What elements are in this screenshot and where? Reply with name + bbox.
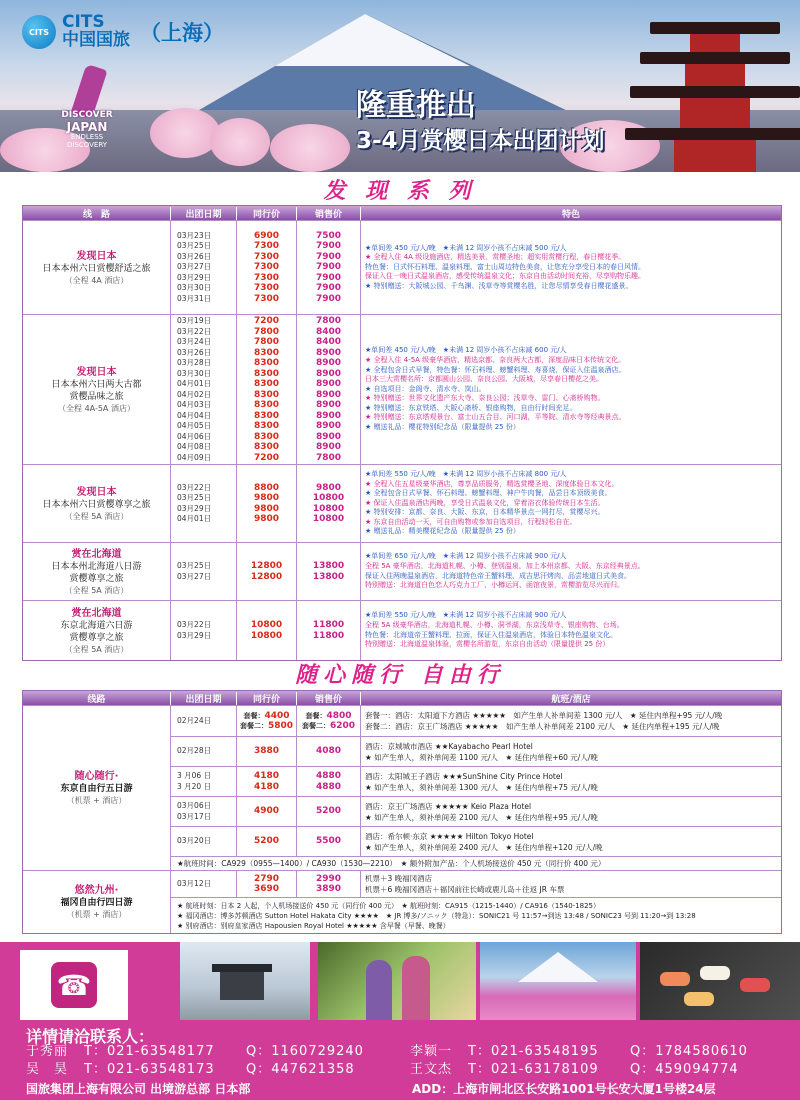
depart-date: 03月29日 <box>177 503 212 513</box>
col-header-features: 特色 <box>561 209 580 220</box>
trade-price: 7300 <box>253 241 280 252</box>
date-cell <box>171 221 237 314</box>
fukuoka-note: ★ 别府酒店：别府皇家酒店 Hapousien Royal Hotel ★★★★★ 含早餐（早餐、晚餐） <box>177 921 450 930</box>
route-sub: 东京自由行五日游 <box>60 784 133 794</box>
depart-date: 03月27日 <box>177 262 212 272</box>
depart-date: 03月06日 <box>177 801 212 810</box>
cherry-blossom-shape <box>150 108 220 158</box>
contact-name: 李颖一 <box>410 1044 453 1059</box>
feature-note: 特别赠送：北海道白色恋人巧克力工厂、小樽运河、函馆夜景，赏樱游览尽兴而归。 <box>365 581 624 590</box>
sale-price: 8900 <box>315 389 342 400</box>
sale-price: 4080 <box>315 746 342 757</box>
table-row <box>23 464 781 542</box>
feature-note: ★单间差 450 元/人/晚 ★未满 12 周岁小孩不占床减 600 元/人 <box>365 346 567 355</box>
badge-big-text: JAPAN <box>66 120 108 134</box>
logo-cn: 中国国旅 <box>62 30 130 50</box>
sushi-photo <box>640 942 800 1020</box>
contact-name: 吴 昊 <box>26 1062 69 1077</box>
table-row <box>171 766 781 796</box>
sale-price: 13800 <box>312 571 345 582</box>
sale-price-cell <box>297 601 361 660</box>
depart-date: 03月22日 <box>177 326 212 336</box>
sale-price: 7900 <box>315 251 342 262</box>
sale-price: 8900 <box>315 410 342 421</box>
logo-en: CITS <box>62 12 105 32</box>
company-address: ADD：上海市闸北区长安路1001号长安大厦1号楼24层 <box>412 1082 716 1096</box>
depart-date: 02月24日 <box>177 715 212 725</box>
depart-date: 04月09日 <box>177 452 212 462</box>
feature-note: ★ 特别赠送：东京铁塔、大阪心斋桥、银座购物，自由行时间充足。 <box>365 403 577 412</box>
feature-note: ★ 保证入住温泉酒店两晚，享受日式温泉文化，穿着浴衣体验传统日本生活。 <box>365 498 605 507</box>
depart-date: 03月28日 <box>177 358 212 367</box>
depart-date: 03月31日 <box>177 293 212 303</box>
trade-price: 3690 <box>253 884 280 894</box>
depart-date: 3 月20 日 <box>177 781 212 791</box>
trade-price: 12800 <box>250 571 283 582</box>
discover-series-table <box>22 205 782 661</box>
route-cell <box>23 465 171 542</box>
table-header <box>23 206 781 220</box>
table-header <box>23 691 781 705</box>
package-note: 机票＋3 晚福冈酒店 <box>365 874 433 883</box>
pagoda-illustration <box>630 0 800 172</box>
sale-price: 13800 <box>312 561 345 571</box>
sale-price: 9800 <box>315 482 342 493</box>
route-level: （全程 4A-5A 酒店） <box>58 403 135 413</box>
trade-price: 7200 <box>253 316 280 326</box>
route-level: （全程 5A 酒店） <box>64 511 129 521</box>
trade-price: 8300 <box>253 410 280 421</box>
col-header-date: 出团日期 <box>171 207 237 220</box>
sale-price: 8900 <box>315 379 342 389</box>
table-row <box>171 826 781 856</box>
depart-date: 04月06日 <box>177 431 212 441</box>
sale-price: 7900 <box>315 283 342 294</box>
cherry-blossom-shape <box>270 124 350 172</box>
logo-city: （上海） <box>140 21 224 45</box>
sale-price: 4880 <box>315 771 342 781</box>
sale-price: 7900 <box>315 262 342 273</box>
badge-small-text: DISCOVER <box>61 110 113 120</box>
cits-logo <box>22 14 224 50</box>
col-header-sale-price: 销售价 <box>297 692 361 705</box>
route-name: 发现日本 <box>76 486 117 498</box>
section-title-free: 随心随行 自由行 <box>295 663 505 688</box>
trade-price: 9800 <box>253 493 280 503</box>
mount-fuji-snowcap <box>275 14 470 66</box>
badge-tag-text: ENDLESS DISCOVERY <box>66 133 108 149</box>
depart-date: 3 月06 日 <box>177 771 212 780</box>
depart-date: 03月30日 <box>177 283 212 293</box>
table-row <box>171 736 781 766</box>
trade-price: 套餐：4400 <box>243 710 290 721</box>
phone-card <box>20 950 128 1020</box>
trade-price: 7300 <box>253 262 280 273</box>
route-level: （全程 5A 酒店） <box>64 585 129 595</box>
trade-price: 8300 <box>253 421 280 431</box>
feature-note: 特色餐：北海道帝王蟹料理、拉面，保证入住温泉酒店，体验日本特色温泉文化。 <box>365 630 617 639</box>
depart-date: 04月01日 <box>177 379 212 388</box>
sale-price: 4880 <box>315 781 342 792</box>
depart-date: 03月22日 <box>177 620 212 629</box>
sale-price: 11800 <box>312 630 345 641</box>
sale-price: 8400 <box>315 337 342 347</box>
trade-price: 7800 <box>253 326 280 337</box>
sale-price: 8900 <box>315 431 342 442</box>
col-header-route: 线路 <box>23 692 171 705</box>
hotel-note: 酒店：京王广场酒店 ★★★★★ Keio Plaza Hotel <box>365 801 532 811</box>
depart-date: 03月25日 <box>177 493 212 502</box>
features-cell <box>361 543 781 600</box>
sale-price: 7500 <box>315 230 342 241</box>
trade-price: 8300 <box>253 347 280 358</box>
contact-phone[interactable]: T：021-63548195 <box>468 1044 599 1059</box>
feature-note: ★ 特别赠送：世界文化遗产东大寺、奈良公园；浅草寺、雷门、心斋桥购物。 <box>365 394 605 403</box>
contact-footer <box>0 942 800 1100</box>
feature-note: ★单间差 450 元/人/晚 ★未满 12 周岁小孩不占床减 500 元/人 <box>365 243 567 252</box>
sale-price: 8400 <box>315 326 342 337</box>
date-cell <box>171 315 237 464</box>
depart-date: 03月29日 <box>177 630 212 640</box>
route-sub: 日本本州六日赏樱舒适之旅 <box>42 263 151 274</box>
trade-price: 9800 <box>253 503 280 514</box>
feature-note: 全程 5A 级豪华酒店，北海道札幌、小樽、洞爷湖，东京浅草寺、银座购物、台场。 <box>365 620 624 629</box>
depart-date: 02月28日 <box>177 746 212 756</box>
date-cell <box>171 465 237 542</box>
col-header-hotel: 航班/酒店 <box>551 694 591 705</box>
kimono-photo <box>318 942 476 1020</box>
route-sub: 福冈自由行四日游 <box>60 898 133 908</box>
route-sub: 赏樱尊享之旅 <box>69 632 124 643</box>
feature-note: ★ 全程入住五星级豪华酒店，尊享品质服务，精选赏樱圣地、深度体验日本文化。 <box>365 479 619 488</box>
route-cell <box>23 871 171 933</box>
feature-note: ★ 赠送礼品：樱花特别纪念品（限量提供 25 份） <box>365 423 520 432</box>
sale-price-cell <box>297 465 361 542</box>
trade-price: 8300 <box>253 400 280 410</box>
trade-price: 2790 <box>253 873 280 884</box>
fukuoka-note: ★ 福冈酒店：博多苏顿酒店 Sutton Hotel Hakata City ★★★★ ★ JR 博多/ソニック（特急）：SONIC21 号 11:57→到达 13:48 / SONIC23 号到 11:20→到 13:28 <box>177 911 696 920</box>
contact-qq[interactable]: Q：459094774 <box>630 1062 739 1077</box>
trade-price: 12800 <box>250 561 283 571</box>
sale-price-cell <box>297 543 361 600</box>
route-name: 赏在北海道 <box>71 548 122 560</box>
route-name: 发现日本 <box>76 366 117 378</box>
package-note: 机票＋6 晚福冈酒店＋福冈前往长崎或鹿儿岛＋往返 JR 车票 <box>365 885 565 894</box>
flight-info-row <box>171 856 781 870</box>
route-name: 赏在北海道 <box>71 607 122 619</box>
feature-note: 全程 5A 豪华酒店，北海道札幌、小樽、登别温泉，加上本州京都、大阪、东京经典景点。 <box>365 561 645 570</box>
feature-note: ★ 赠送礼品：精美樱花纪念品（限量提供 25 份） <box>365 527 520 536</box>
trade-price-cell <box>237 465 297 542</box>
depart-date: 04月08日 <box>177 442 212 451</box>
route-cell <box>23 221 171 314</box>
contact-qq[interactable]: Q：1784580610 <box>630 1044 748 1059</box>
table-row <box>171 796 781 826</box>
table-row <box>23 600 781 660</box>
feature-note: ★单间差 550 元/人/晚 ★未满 12 周岁小孩不占床减 800 元/人 <box>365 469 567 478</box>
depart-date: 03月26日 <box>177 347 212 357</box>
trade-price: 5200 <box>253 836 280 847</box>
depart-date: 04月02日 <box>177 389 212 399</box>
sale-price: 7900 <box>315 293 342 304</box>
depart-date: 03月23日 <box>177 230 212 240</box>
route-cell <box>23 315 171 464</box>
trade-price: 7300 <box>253 272 280 283</box>
route-cell <box>23 601 171 660</box>
sale-price: 7800 <box>315 316 342 326</box>
contact-qq[interactable]: Q：447621358 <box>246 1062 355 1077</box>
sale-price: 10800 <box>312 493 345 503</box>
table-row <box>171 871 781 897</box>
depart-date: 04月04日 <box>177 410 212 420</box>
features-cell <box>361 221 781 314</box>
route-sub: 赏樱尊享之旅 <box>69 573 124 584</box>
contact-name: 王文杰 <box>410 1062 453 1077</box>
depart-date: 03月22日 <box>177 482 212 492</box>
feature-note: ★单间差 650 元/人/晚 ★未满 12 周岁小孩不占床减 900 元/人 <box>365 552 567 561</box>
headline-sub: 3-4月赏樱日本出团计划 <box>356 128 605 154</box>
trade-price: 7800 <box>253 337 280 347</box>
company-name: 国旅集团上海有限公司 出境游总部 日本部 <box>26 1082 251 1096</box>
feature-note: 保证入住一晚日式温泉酒店，感受传统温泉文化；东京自由活动时间充裕，尽享购物乐趣。 <box>365 272 645 281</box>
trade-price-cell <box>237 543 297 600</box>
trade-price: 10800 <box>250 630 283 641</box>
depart-date: 03月26日 <box>177 251 212 261</box>
contact-phone[interactable]: T：021-63178109 <box>468 1062 599 1077</box>
route-level: （全程 4A 酒店） <box>64 275 129 285</box>
trade-price: 9800 <box>253 514 280 524</box>
trade-price: 3880 <box>253 746 280 757</box>
headline-main: 隆重推出 <box>356 88 476 123</box>
feature-note: ★ 东京自由活动一天，可自由购物或参加自选项目，行程轻松自在。 <box>365 517 577 526</box>
depart-date: 03月27日 <box>177 571 212 581</box>
sale-price: 8900 <box>315 442 342 452</box>
depart-date: 03月17日 <box>177 811 212 821</box>
table-row <box>23 542 781 600</box>
trade-price: 4180 <box>253 781 280 792</box>
sale-price: 2990 <box>315 873 342 884</box>
trade-price: 4900 <box>253 806 280 817</box>
feature-note: ★单间差 550 元/人/晚 ★未满 12 周岁小孩不占床减 900 元/人 <box>365 611 567 620</box>
route-cell <box>23 706 171 870</box>
col-header-trade-price: 同行价 <box>237 207 297 220</box>
depart-date: 04月01日 <box>177 514 212 523</box>
section-title-discover: 发 现 系 列 <box>323 179 477 204</box>
trade-price-cell <box>237 601 297 660</box>
trade-price: 8300 <box>253 358 280 368</box>
hotel-note: 套餐一：酒店：太阳道下方酒店 ★★★★★ 如产生单人补单间差 1300 元/人 ★ 延住内单程+95 元/人/晚 <box>365 711 723 720</box>
trade-price: 8300 <box>253 431 280 442</box>
hotel-note: ★ 如产生单人，须补单间差 2400 元/人 ★ 延住内单程+120 元/人/晚 <box>365 842 603 852</box>
sale-price: 10800 <box>312 503 345 514</box>
telephone-icon: ☎ <box>51 962 97 1008</box>
col-header-sale-price: 销售价 <box>297 207 361 220</box>
fukuoka-group <box>23 870 781 933</box>
route-sub: 赏樱品味之旅 <box>69 391 124 402</box>
depart-date: 03月20日 <box>177 836 212 846</box>
route-name: 随心随行· <box>74 771 119 782</box>
hotel-note: ★ 如产生单人，须补单间差 2100 元/人 ★ 延住内单程+95 元/人/晚 <box>365 812 598 822</box>
castle-photo <box>180 942 310 1020</box>
cits-globe-icon: CITS <box>22 15 56 49</box>
route-name: 悠然九州· <box>74 885 119 896</box>
sale-price: 3890 <box>315 884 342 894</box>
fukuoka-note: ★ 航班时刻：日本 2 人起，个人机场接送价 450 元（同行价 400 元） ★ 航班时刻：CA915（1215-1440）/ CA916（1540-1825） <box>177 901 600 910</box>
depart-date: 03月25日 <box>177 561 212 570</box>
fuji-shibazakura-photo <box>480 942 636 1020</box>
sale-price: 套餐：4800 <box>305 710 352 721</box>
trade-price: 7300 <box>253 293 280 304</box>
feature-note: ★ 特别赠送：东京塔观景台、富士山五合目、河口湖，平等院、清水寺等经典景点。 <box>365 413 626 422</box>
hotel-note: ★ 如产生单人，须补单间差 1100 元/人 ★ 延住内单程+60 元/人/晚 <box>365 752 598 762</box>
trade-price-cell <box>237 315 297 464</box>
trade-price-cell <box>237 221 297 314</box>
depart-date: 04月05日 <box>177 421 212 430</box>
trade-price: 7300 <box>253 251 280 262</box>
route-level: （机票 + 酒店） <box>66 796 127 805</box>
hotel-note: 酒店：太阳城王子酒店 ★★★SunShine City Prince Hotel <box>365 771 563 781</box>
sale-price-cell <box>297 221 361 314</box>
route-sub: 日本本州北海道八日游 <box>51 561 142 572</box>
sale-price: 8900 <box>315 421 342 431</box>
feature-note: ★ 特别赠送：大阪城公园、千鸟渊、浅草寺等赏樱名胜，让您尽情享受春日樱花盛景。 <box>365 281 633 290</box>
hotel-note: 酒店：京城城市酒店 ★★Kayabacho Pearl Hotel <box>365 741 533 751</box>
depart-date: 03月19日 <box>177 316 212 325</box>
col-header-route: 线 路 <box>23 207 171 220</box>
table-row <box>23 220 781 314</box>
contact-phone[interactable]: T：021-63548177 <box>84 1044 215 1059</box>
route-cell <box>23 543 171 600</box>
route-level: （全程 5A 酒店） <box>64 644 129 654</box>
hotel-note: 酒店：希尔顿·东京 ★★★★★ Hilton Tokyo Hotel <box>365 831 534 841</box>
feature-note: ★ 特别安排：京都、奈良、大阪、东京，日本精华景点一网打尽，赏樱尽兴。 <box>365 508 605 517</box>
sale-price: 11800 <box>312 620 345 630</box>
contact-phone[interactable]: T：021-63548173 <box>84 1062 215 1077</box>
date-cell <box>171 601 237 660</box>
contact-name: 于秀丽 <box>26 1044 69 1059</box>
table-row <box>23 314 781 464</box>
trade-price: 套餐二：5800 <box>239 721 294 731</box>
route-level: （机票 + 酒店） <box>66 910 127 919</box>
trade-price: 8300 <box>253 442 280 452</box>
cherry-blossom-shape <box>210 118 270 166</box>
contact-qq[interactable]: Q：1160729240 <box>246 1044 364 1059</box>
route-sub: 日本本州六日两大古都 <box>51 379 142 390</box>
free-travel-table <box>22 690 782 934</box>
hotel-note: ★ 如产生单人，须补单间差 1300 元/人 ★ 延住内单程+75 元/人/晚 <box>365 782 598 792</box>
feature-note: 保证入住两晚温泉酒店，北海道特色帝王蟹料理、成吉思汗烤肉，品尝地道日式美食。 <box>365 571 631 580</box>
depart-date: 03月25日 <box>177 241 212 251</box>
trade-price: 7300 <box>253 283 280 294</box>
sale-price: 7900 <box>315 272 342 283</box>
header-banner <box>0 0 800 172</box>
sale-price-cell <box>297 315 361 464</box>
trade-price: 6900 <box>253 230 280 241</box>
col-header-date: 出团日期 <box>171 692 237 705</box>
sale-price: 8900 <box>315 347 342 358</box>
features-cell <box>361 601 781 660</box>
route-sub: 日本本州六日赏樱尊享之旅 <box>42 499 151 510</box>
feature-note: 日本三大赏樱名所：京都圆山公园、奈良公园、大阪城，尽享春日樱花之美。 <box>365 375 603 384</box>
route-sub: 东京北海道六日游 <box>60 620 133 631</box>
sale-price: 10800 <box>312 514 345 524</box>
feature-note: ★ 全程包含日式早餐、怀石料理、螃蟹料理、神户牛肉餐，品尝日本顶级美食。 <box>365 489 612 498</box>
discover-japan-badge <box>52 66 122 149</box>
depart-date: 03月30日 <box>177 368 212 378</box>
depart-date: 04月03日 <box>177 400 212 409</box>
feature-note: 特别赠送：北海道温泉体验，赏樱名所游览，东京自由活动（限量提供 25 份） <box>365 640 610 649</box>
sale-price: 套餐二：6200 <box>301 721 356 731</box>
flight-note: ★航班时间：CA929（0955—1400）/ CA930（1530—2210） ★ 额外附加产品：个人机场接送价 450 元（同行价 400 元） <box>177 859 606 868</box>
trade-price: 8300 <box>253 368 280 379</box>
trade-price: 10800 <box>250 620 283 630</box>
trade-price: 4180 <box>253 771 280 781</box>
feature-note: ★ 全程入住 4A 级设施酒店，精选美景、赏樱圣地；超实用赏樱行程，春日樱花季。 <box>365 253 626 262</box>
features-cell <box>361 465 781 542</box>
feature-note: ★ 全程入住 4-5A 级豪华酒店，精选京都、奈良两大古都，深度品味日本传统文化。 <box>365 355 626 364</box>
table-row <box>171 706 781 736</box>
col-header-trade-price: 同行价 <box>237 692 297 705</box>
depart-date: 03月12日 <box>177 878 212 888</box>
trade-price: 8800 <box>253 482 280 493</box>
feature-note: ★ 自选项目：金阁寺、清水寺、岚山。 <box>365 384 486 393</box>
hotel-note: 套餐二：酒店：京王广场酒店 ★★★★★ 如产生单人补单间差 2100 元/人 ★ 延住内单程+195 元/人/晚 <box>365 722 720 731</box>
tokyo-group <box>23 705 781 870</box>
sale-price: 8900 <box>315 358 342 368</box>
sale-price: 8900 <box>315 400 342 410</box>
sale-price: 7800 <box>315 452 342 463</box>
trade-price: 8300 <box>253 379 280 389</box>
feature-note: 特色餐：日式怀石料理、温泉料理、富士山周边特色美食，让您充分享受日本的春日风情。 <box>365 262 645 271</box>
trade-price: 7200 <box>253 452 280 463</box>
sale-price: 5500 <box>315 836 342 847</box>
trade-price: 8300 <box>253 389 280 400</box>
sale-price: 5200 <box>315 806 342 817</box>
depart-date: 03月29日 <box>177 272 212 282</box>
feature-note: ★ 全程包含日式早餐，特色餐：怀石料理、螃蟹料理、寿喜烧，保证入住温泉酒店。 <box>365 365 626 374</box>
fukuoka-notes-row <box>171 897 781 933</box>
route-name: 发现日本 <box>76 250 117 262</box>
sale-price: 8900 <box>315 368 342 379</box>
sale-price: 7900 <box>315 241 342 252</box>
contact-title: 详情请洽联系人： <box>26 1027 155 1046</box>
date-cell <box>171 543 237 600</box>
depart-date: 03月24日 <box>177 337 212 346</box>
features-cell <box>361 315 781 464</box>
